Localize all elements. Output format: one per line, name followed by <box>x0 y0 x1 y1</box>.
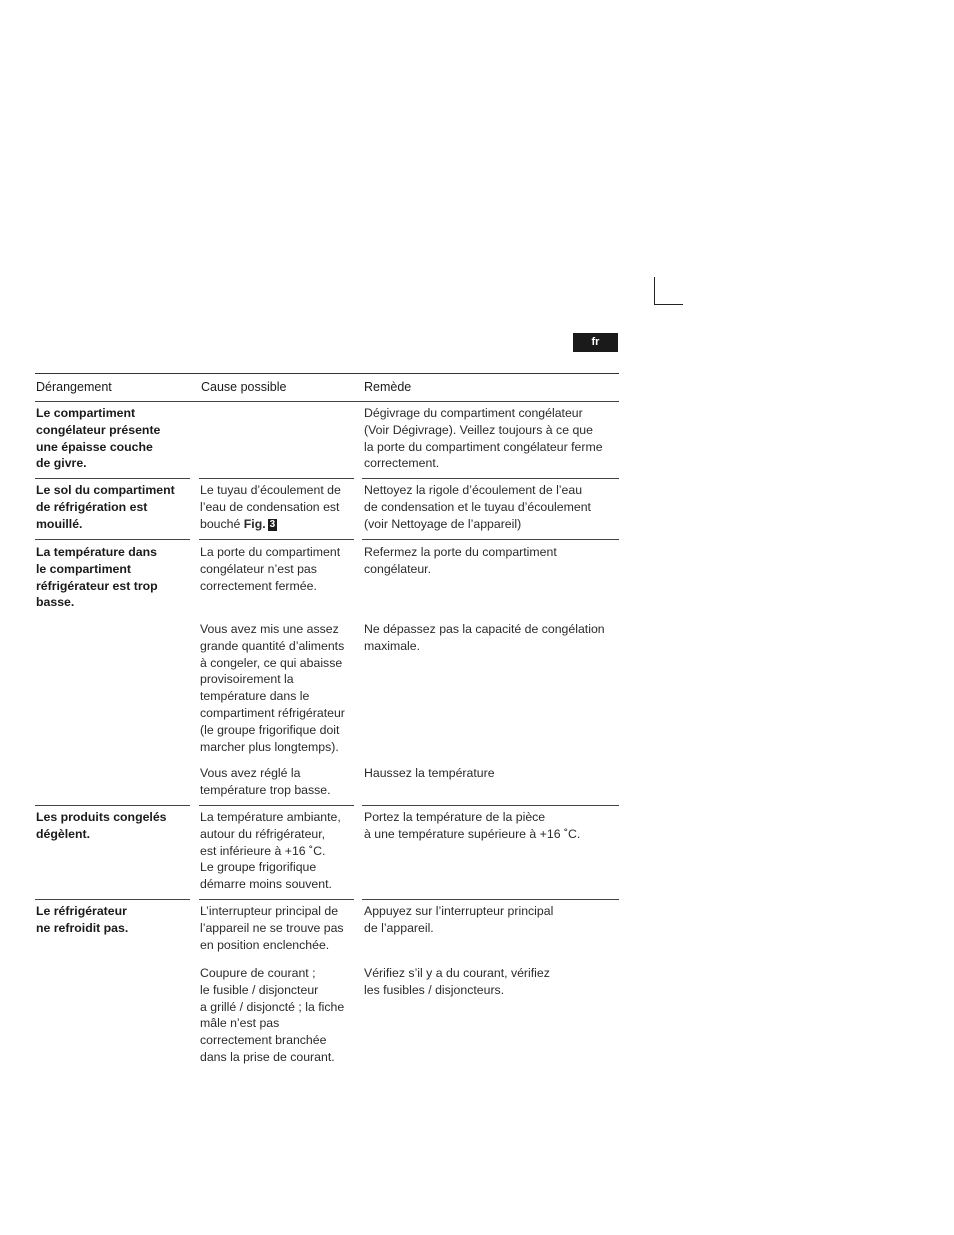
fault-line: de givre. <box>36 456 87 471</box>
cause-line: correctement branchée <box>200 1033 327 1048</box>
cause-line: Le groupe frigorifique <box>200 860 317 875</box>
fault-line: Le sol du compartiment <box>36 483 175 497</box>
remedy-cell <box>364 765 618 782</box>
cause-cell <box>200 765 356 799</box>
row-rule <box>199 478 354 479</box>
figure-reference-label: Fig. <box>243 516 266 531</box>
cause-line: La porte du compartiment <box>200 545 341 559</box>
remedy-line: correctement. <box>364 456 440 471</box>
row-rule <box>35 539 190 540</box>
cause-cell <box>200 809 356 893</box>
fault-line: mouillé. <box>36 516 83 531</box>
remedy-line: maximale. <box>364 638 421 653</box>
cause-line: Vous avez mis une assez <box>200 622 339 636</box>
remedy-cell <box>364 965 618 999</box>
remedy-line: à une température supérieure à +16 ˚C. <box>364 826 581 841</box>
remedy-line: Haussez la température <box>364 766 495 780</box>
cause-line: L’interrupteur principal de <box>200 904 339 918</box>
cause-line: l’appareil ne se trouve pas <box>200 920 344 935</box>
cause-line: La température ambiante, <box>200 810 341 824</box>
cause-line: Vous avez réglé la <box>200 766 301 780</box>
remedy-cell <box>364 482 618 532</box>
cause-line: est inférieure à +16 ˚C. <box>200 843 326 858</box>
row-rule <box>199 805 354 806</box>
remedy-line: (Voir Dégivrage). Veillez toujours à ce que <box>364 422 593 437</box>
cause-cell <box>200 903 356 953</box>
row-rule <box>362 805 619 806</box>
cause-line: en position enclenchée. <box>200 937 330 952</box>
remedy-cell <box>364 903 618 937</box>
cause-cell <box>200 621 356 755</box>
fault-line: Le compartiment <box>36 406 136 420</box>
crop-mark-vertical <box>654 277 655 305</box>
fault-line: congélateur présente <box>36 422 161 437</box>
fault-line: Le réfrigérateur <box>36 904 127 918</box>
cause-line: grande quantité d’aliments <box>200 638 345 653</box>
cause-line: provisoirement la <box>200 672 294 687</box>
remedy-line: Nettoyez la rigole d’écoulement de l’eau <box>364 483 583 497</box>
cause-cell <box>200 482 356 532</box>
remedy-line: de l’appareil. <box>364 920 434 935</box>
language-badge: fr <box>573 333 618 352</box>
table-top-rule <box>35 373 619 374</box>
remedy-line: Dégivrage du compartiment congélateur <box>364 406 583 420</box>
remedy-line: (voir Nettoyage de l’appareil) <box>364 516 522 531</box>
remedy-line: Ne dépassez pas la capacité de congélation <box>364 622 605 636</box>
crop-mark-horizontal <box>654 304 683 305</box>
remedy-line: Portez la température de la pièce <box>364 810 546 824</box>
row-rule <box>35 805 190 806</box>
row-rule <box>362 539 619 540</box>
cause-text: bouché <box>200 516 241 531</box>
row-rule <box>199 899 354 900</box>
remedy-cell <box>364 544 618 578</box>
figure-number-badge: 3 <box>269 518 276 530</box>
fault-line: basse. <box>36 595 75 610</box>
fault-line: le compartiment <box>36 561 131 576</box>
fault-line: une épaisse couche <box>36 439 153 454</box>
cause-line: Coupure de courant ; <box>200 966 316 980</box>
cause-line: mâle n’est pas <box>200 1016 280 1031</box>
cause-cell <box>200 965 356 1066</box>
fault-cell <box>36 405 186 472</box>
fault-line: dégèlent. <box>36 826 90 841</box>
fault-cell <box>36 809 186 843</box>
row-rule <box>35 478 190 479</box>
remedy-line: la porte du compartiment congélateur ferme <box>364 439 603 454</box>
header-fault: Dérangement <box>36 380 112 394</box>
fault-cell <box>36 903 186 937</box>
header-cause: Cause possible <box>201 380 287 394</box>
fault-cell <box>36 482 186 532</box>
cause-line: (le groupe frigorifique doit <box>200 722 340 737</box>
cause-line: température dans le <box>200 689 310 704</box>
remedy-line: Refermez la porte du compartiment <box>364 545 557 559</box>
fault-line: Les produits congelés <box>36 810 167 824</box>
cause-line: Le tuyau d’écoulement de <box>200 483 341 497</box>
remedy-line: Vérifiez s’il y a du courant, vérifiez <box>364 966 550 980</box>
fault-line: de réfrigération est <box>36 499 148 514</box>
cause-line: marcher plus longtemps). <box>200 739 339 754</box>
fault-line: ne refroidit pas. <box>36 920 129 935</box>
cause-line: congélateur n’est pas <box>200 561 317 576</box>
remedy-line: congélateur. <box>364 561 432 576</box>
cause-line: a grillé / disjoncté ; la fiche <box>200 999 345 1014</box>
cause-line: correctement fermée. <box>200 578 317 593</box>
remedy-line: les fusibles / disjoncteurs. <box>364 982 505 997</box>
cause-line: dans la prise de courant. <box>200 1049 335 1064</box>
row-rule <box>362 899 619 900</box>
row-rule <box>35 899 190 900</box>
cause-line: compartiment réfrigérateur <box>200 705 345 720</box>
cause-line: l’eau de condensation est <box>200 499 340 514</box>
row-rule <box>199 539 354 540</box>
remedy-cell <box>364 621 618 655</box>
cause-line: le fusible / disjoncteur <box>200 982 319 997</box>
cause-line: démarre moins souvent. <box>200 877 332 892</box>
row-rule <box>362 478 619 479</box>
cause-line: autour du réfrigérateur, <box>200 826 326 841</box>
remedy-line: de condensation et le tuyau d’écoulement <box>364 499 591 514</box>
remedy-cell <box>364 405 618 472</box>
header-remedy: Remède <box>364 380 412 394</box>
header-bottom-rule <box>35 401 619 402</box>
fault-line: La température dans <box>36 545 157 559</box>
cause-line: à congeler, ce qui abaisse <box>200 655 343 670</box>
remedy-cell <box>364 809 618 843</box>
cause-line: température trop basse. <box>200 782 331 797</box>
fault-cell <box>36 544 186 611</box>
cause-cell <box>200 544 356 594</box>
remedy-line: Appuyez sur l’interrupteur principal <box>364 904 554 918</box>
cause-line <box>200 516 356 533</box>
fault-line: réfrigérateur est trop <box>36 578 158 593</box>
